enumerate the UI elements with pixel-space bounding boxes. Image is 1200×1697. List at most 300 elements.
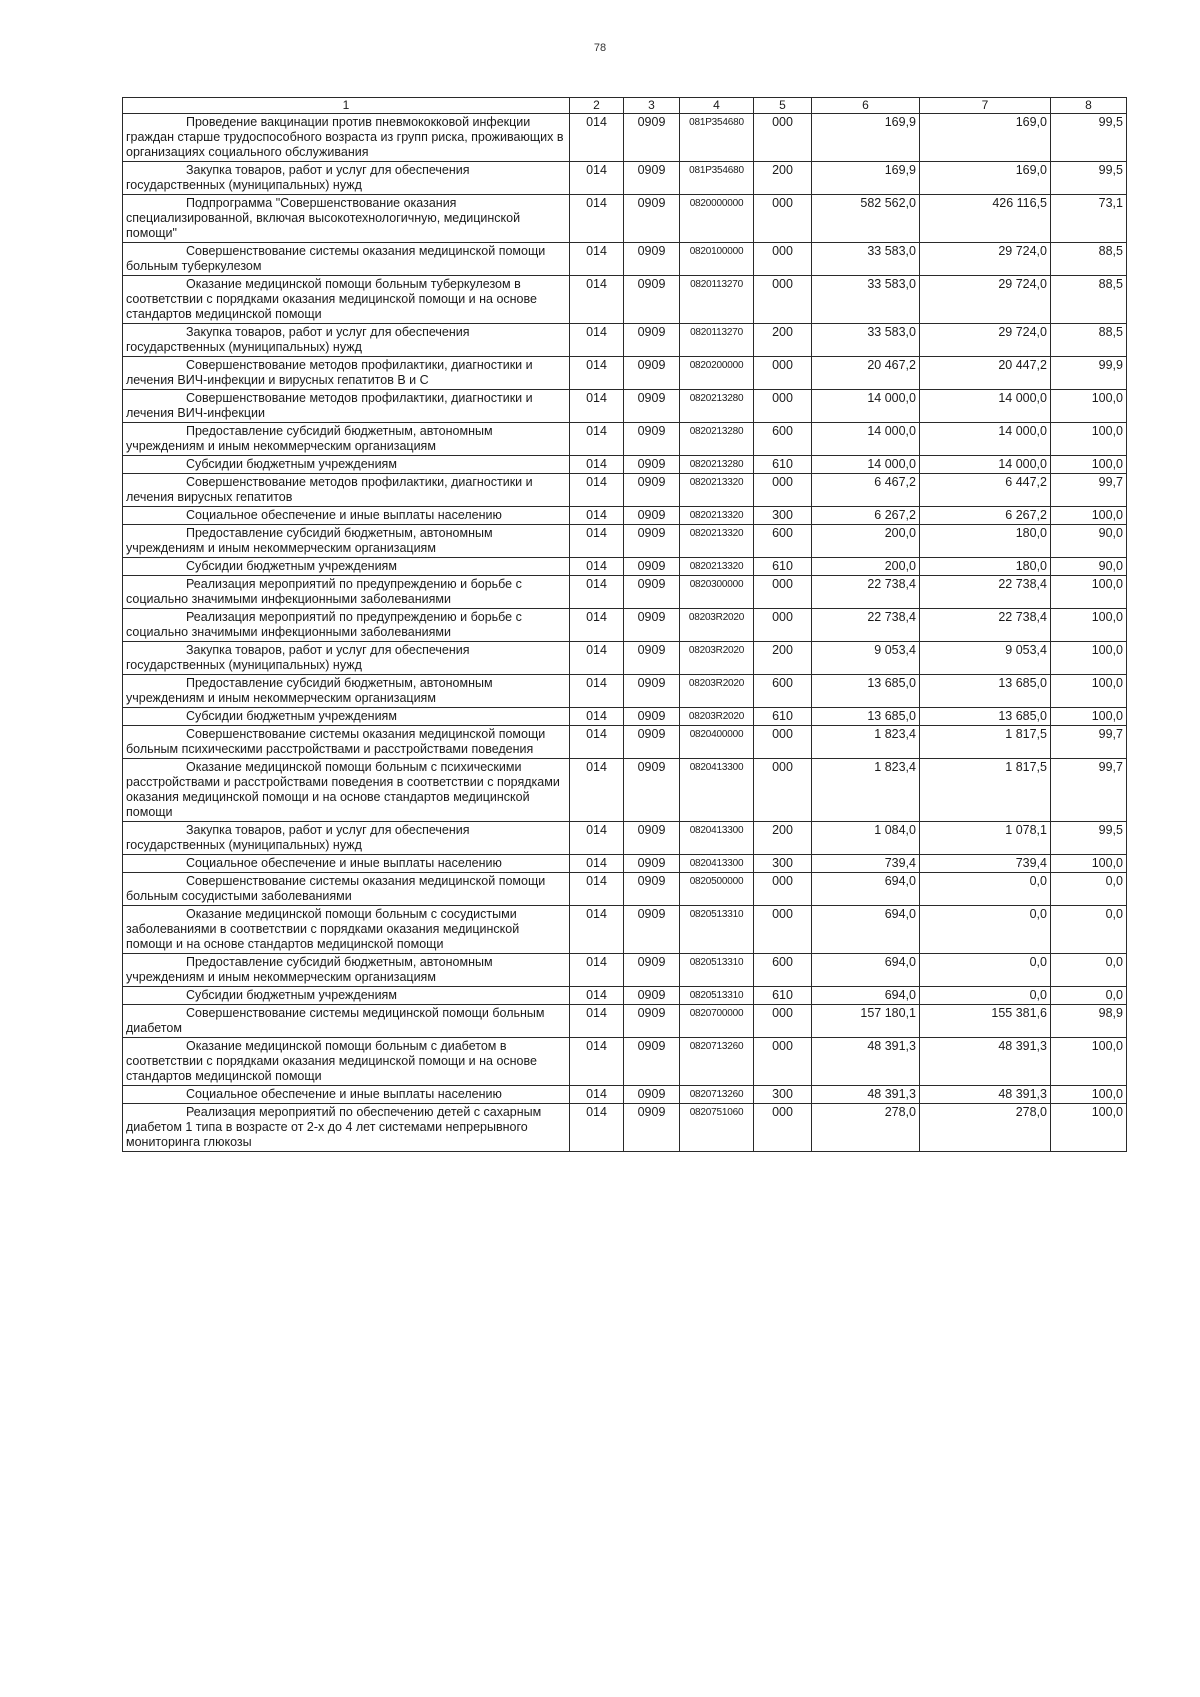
- row-label: Совершенствование методов профилактики, диагностики и лечения ВИЧ-инфекции и вирусных гепатитов В и С: [126, 358, 533, 387]
- cell-percent: 90,0: [1051, 558, 1127, 576]
- cell-plan: 694,0: [812, 873, 920, 906]
- cell-plan: 33 583,0: [812, 276, 920, 324]
- cell-name: [123, 195, 570, 243]
- cell-expense-type: 000: [754, 759, 812, 822]
- row-label: Совершенствование системы оказания медицинской помощи больным туберкулезом: [126, 244, 546, 273]
- cell-actual: 29 724,0: [920, 243, 1051, 276]
- row-label: Реализация мероприятий по обеспечению детей с сахарным диабетом 1 типа в возрасте от 2-х до 4 лет системами непрерывного мониторинга глюкозы: [126, 1105, 542, 1149]
- cell-expense-type: 000: [754, 195, 812, 243]
- cell-name: [123, 525, 570, 558]
- cell-plan: 22 738,4: [812, 609, 920, 642]
- cell-actual: 426 116,5: [920, 195, 1051, 243]
- cell-actual: 48 391,3: [920, 1038, 1051, 1086]
- cell-percent: 100,0: [1051, 855, 1127, 873]
- table-row: [123, 1005, 1127, 1038]
- cell-percent: 100,0: [1051, 390, 1127, 423]
- cell-target-code: 0820200000: [680, 357, 754, 390]
- cell-percent: 100,0: [1051, 1104, 1127, 1152]
- cell-percent: 100,0: [1051, 576, 1127, 609]
- row-label: Предоставление субсидий бюджетным, автономным учреждениям и иным некоммерческим организациям: [126, 526, 493, 555]
- cell-expense-type: 000: [754, 474, 812, 507]
- row-label: Закупка товаров, работ и услуг для обеспечения государственных (муниципальных) нужд: [126, 823, 470, 852]
- cell-expense-type: 600: [754, 954, 812, 987]
- cell-actual: 0,0: [920, 987, 1051, 1005]
- row-label: Совершенствование системы оказания медицинской помощи больным психическими расстройствами и расстройствами поведения: [126, 727, 546, 756]
- cell-percent: 0,0: [1051, 906, 1127, 954]
- cell-name: [123, 906, 570, 954]
- cell-percent: 100,0: [1051, 1038, 1127, 1086]
- cell-percent: 73,1: [1051, 195, 1127, 243]
- cell-actual: 6 447,2: [920, 474, 1051, 507]
- cell-expense-type: 200: [754, 324, 812, 357]
- cell-plan: 20 467,2: [812, 357, 920, 390]
- cell-target-code: 0820500000: [680, 873, 754, 906]
- row-label: Оказание медицинской помощи больным с сосудистыми заболеваниями в соответствии с порядками оказания медицинской помощи и на основе стандартов медицинской помощи: [126, 907, 520, 951]
- cell-percent: 88,5: [1051, 276, 1127, 324]
- cell-target-code: 0820000000: [680, 195, 754, 243]
- cell-grbs: 014: [570, 822, 624, 855]
- cell-section: 0909: [624, 642, 680, 675]
- cell-percent: 100,0: [1051, 423, 1127, 456]
- cell-grbs: 014: [570, 243, 624, 276]
- cell-name: [123, 609, 570, 642]
- cell-grbs: 014: [570, 675, 624, 708]
- cell-grbs: 014: [570, 954, 624, 987]
- cell-actual: 48 391,3: [920, 1086, 1051, 1104]
- row-label: Субсидии бюджетным учреждениям: [186, 559, 397, 573]
- cell-actual: 13 685,0: [920, 708, 1051, 726]
- cell-section: 0909: [624, 759, 680, 822]
- cell-section: 0909: [624, 906, 680, 954]
- cell-section: 0909: [624, 114, 680, 162]
- cell-plan: 1 823,4: [812, 726, 920, 759]
- cell-actual: 20 447,2: [920, 357, 1051, 390]
- cell-expense-type: 000: [754, 243, 812, 276]
- row-label: Оказание медицинской помощи больным с психическими расстройствами и расстройствами поведения в соответствии с порядками оказания медицинской помощи и на основе стандартов медицинской помощи: [126, 760, 560, 819]
- cell-plan: 14 000,0: [812, 456, 920, 474]
- table-row: [123, 507, 1127, 525]
- cell-plan: 694,0: [812, 954, 920, 987]
- cell-expense-type: 000: [754, 906, 812, 954]
- cell-grbs: 014: [570, 906, 624, 954]
- cell-target-code: 0820213280: [680, 423, 754, 456]
- cell-grbs: 014: [570, 1104, 624, 1152]
- cell-plan: 169,9: [812, 114, 920, 162]
- cell-target-code: 0820300000: [680, 576, 754, 609]
- cell-actual: 22 738,4: [920, 609, 1051, 642]
- cell-section: 0909: [624, 1005, 680, 1038]
- budget-table: [122, 97, 1127, 1152]
- table-row: [123, 162, 1127, 195]
- table-row: [123, 423, 1127, 456]
- cell-name: [123, 423, 570, 456]
- cell-name: [123, 456, 570, 474]
- row-label: Социальное обеспечение и иные выплаты населению: [186, 1087, 502, 1101]
- cell-target-code: 0820213320: [680, 525, 754, 558]
- cell-expense-type: 600: [754, 525, 812, 558]
- cell-expense-type: 000: [754, 114, 812, 162]
- header-col-6: 6: [812, 98, 920, 114]
- cell-name: [123, 708, 570, 726]
- cell-section: 0909: [624, 456, 680, 474]
- cell-name: [123, 1005, 570, 1038]
- cell-name: [123, 114, 570, 162]
- cell-expense-type: 610: [754, 987, 812, 1005]
- cell-name: [123, 474, 570, 507]
- table-row: [123, 576, 1127, 609]
- cell-grbs: 014: [570, 1038, 624, 1086]
- cell-grbs: 014: [570, 423, 624, 456]
- cell-target-code: 0820713260: [680, 1086, 754, 1104]
- cell-name: [123, 726, 570, 759]
- cell-percent: 100,0: [1051, 609, 1127, 642]
- cell-expense-type: 200: [754, 822, 812, 855]
- cell-expense-type: 600: [754, 423, 812, 456]
- table-row: [123, 708, 1127, 726]
- table-row: [123, 726, 1127, 759]
- header-col-2: 2: [570, 98, 624, 114]
- row-label: Оказание медицинской помощи больным туберкулезом в соответствии с порядками оказания медицинской помощи и на основе стандартов медицинской помощи: [126, 277, 537, 321]
- row-label: Реализация мероприятий по предупреждению и борьбе с социально значимыми инфекционными заболеваниями: [126, 610, 522, 639]
- table-row: [123, 1104, 1127, 1152]
- cell-target-code: 08203R2020: [680, 708, 754, 726]
- header-col-3: 3: [624, 98, 680, 114]
- cell-expense-type: 000: [754, 1104, 812, 1152]
- row-label: Социальное обеспечение и иные выплаты населению: [186, 508, 502, 522]
- cell-actual: 9 053,4: [920, 642, 1051, 675]
- table-row: [123, 525, 1127, 558]
- table-row: [123, 474, 1127, 507]
- cell-name: [123, 357, 570, 390]
- page-number: 78: [593, 42, 607, 54]
- table-row: [123, 114, 1127, 162]
- cell-grbs: 014: [570, 276, 624, 324]
- cell-section: 0909: [624, 507, 680, 525]
- cell-grbs: 014: [570, 873, 624, 906]
- cell-plan: 694,0: [812, 906, 920, 954]
- cell-name: [123, 822, 570, 855]
- cell-name: [123, 576, 570, 609]
- cell-plan: 14 000,0: [812, 390, 920, 423]
- cell-actual: 180,0: [920, 525, 1051, 558]
- row-label: Совершенствование системы медицинской помощи больным диабетом: [126, 1006, 545, 1035]
- cell-plan: 22 738,4: [812, 576, 920, 609]
- cell-plan: 48 391,3: [812, 1038, 920, 1086]
- header-col-4: 4: [680, 98, 754, 114]
- cell-expense-type: 300: [754, 855, 812, 873]
- cell-plan: 13 685,0: [812, 708, 920, 726]
- cell-expense-type: 200: [754, 162, 812, 195]
- cell-grbs: 014: [570, 642, 624, 675]
- cell-section: 0909: [624, 1038, 680, 1086]
- row-label: Субсидии бюджетным учреждениям: [186, 709, 397, 723]
- row-label: Совершенствование методов профилактики, диагностики и лечения вирусных гепатитов: [126, 475, 533, 504]
- cell-actual: 155 381,6: [920, 1005, 1051, 1038]
- cell-percent: 99,7: [1051, 726, 1127, 759]
- cell-plan: 6 267,2: [812, 507, 920, 525]
- cell-target-code: 0820513310: [680, 987, 754, 1005]
- cell-expense-type: 000: [754, 1005, 812, 1038]
- cell-target-code: 0820213320: [680, 558, 754, 576]
- cell-name: [123, 642, 570, 675]
- cell-actual: 14 000,0: [920, 456, 1051, 474]
- cell-target-code: 0820400000: [680, 726, 754, 759]
- cell-plan: 169,9: [812, 162, 920, 195]
- cell-grbs: 014: [570, 576, 624, 609]
- cell-expense-type: 200: [754, 642, 812, 675]
- row-label: Проведение вакцинации против пневмококковой инфекции граждан старше трудоспособного возраста из групп риска, проживающих в организациях социального обслуживания: [126, 115, 564, 159]
- row-label: Закупка товаров, работ и услуг для обеспечения государственных (муниципальных) нужд: [126, 643, 470, 672]
- cell-name: [123, 243, 570, 276]
- cell-name: [123, 390, 570, 423]
- cell-grbs: 014: [570, 609, 624, 642]
- cell-percent: 100,0: [1051, 456, 1127, 474]
- cell-expense-type: 600: [754, 675, 812, 708]
- row-label: Закупка товаров, работ и услуг для обеспечения государственных (муниципальных) нужд: [126, 325, 470, 354]
- cell-expense-type: 300: [754, 507, 812, 525]
- cell-section: 0909: [624, 855, 680, 873]
- cell-section: 0909: [624, 357, 680, 390]
- cell-section: 0909: [624, 423, 680, 456]
- cell-plan: 1 823,4: [812, 759, 920, 822]
- cell-plan: 200,0: [812, 525, 920, 558]
- table-row: [123, 873, 1127, 906]
- table-row: [123, 324, 1127, 357]
- cell-grbs: 014: [570, 162, 624, 195]
- cell-target-code: 0820700000: [680, 1005, 754, 1038]
- cell-section: 0909: [624, 987, 680, 1005]
- cell-plan: 694,0: [812, 987, 920, 1005]
- table-row: [123, 759, 1127, 822]
- cell-expense-type: 000: [754, 726, 812, 759]
- table-row: [123, 1086, 1127, 1104]
- table-row: [123, 558, 1127, 576]
- cell-percent: 0,0: [1051, 954, 1127, 987]
- cell-section: 0909: [624, 708, 680, 726]
- cell-name: [123, 1038, 570, 1086]
- cell-section: 0909: [624, 525, 680, 558]
- cell-target-code: 0820113270: [680, 324, 754, 357]
- cell-expense-type: 000: [754, 357, 812, 390]
- cell-grbs: 014: [570, 759, 624, 822]
- cell-grbs: 014: [570, 507, 624, 525]
- cell-section: 0909: [624, 609, 680, 642]
- cell-percent: 100,0: [1051, 642, 1127, 675]
- table-row: [123, 675, 1127, 708]
- cell-plan: 1 084,0: [812, 822, 920, 855]
- cell-section: 0909: [624, 1086, 680, 1104]
- cell-percent: 99,5: [1051, 822, 1127, 855]
- cell-percent: 99,7: [1051, 759, 1127, 822]
- header-col-7: 7: [920, 98, 1051, 114]
- cell-target-code: 0820100000: [680, 243, 754, 276]
- row-label: Субсидии бюджетным учреждениям: [186, 457, 397, 471]
- cell-expense-type: 000: [754, 1038, 812, 1086]
- cell-plan: 9 053,4: [812, 642, 920, 675]
- cell-actual: 1 078,1: [920, 822, 1051, 855]
- cell-actual: 169,0: [920, 162, 1051, 195]
- cell-target-code: 08203R2020: [680, 675, 754, 708]
- cell-expense-type: 000: [754, 576, 812, 609]
- cell-plan: 33 583,0: [812, 243, 920, 276]
- cell-section: 0909: [624, 243, 680, 276]
- row-label: Социальное обеспечение и иные выплаты населению: [186, 856, 502, 870]
- cell-name: [123, 1104, 570, 1152]
- table-row: [123, 357, 1127, 390]
- table-row: [123, 1038, 1127, 1086]
- cell-grbs: 014: [570, 195, 624, 243]
- header-col-5: 5: [754, 98, 812, 114]
- cell-name: [123, 558, 570, 576]
- cell-actual: 278,0: [920, 1104, 1051, 1152]
- row-label: Предоставление субсидий бюджетным, автономным учреждениям и иным некоммерческим организациям: [126, 424, 493, 453]
- cell-section: 0909: [624, 390, 680, 423]
- cell-grbs: 014: [570, 474, 624, 507]
- cell-target-code: 0820413300: [680, 822, 754, 855]
- cell-target-code: 08203R2020: [680, 609, 754, 642]
- cell-actual: 1 817,5: [920, 726, 1051, 759]
- cell-grbs: 014: [570, 1086, 624, 1104]
- cell-name: [123, 162, 570, 195]
- cell-percent: 88,5: [1051, 324, 1127, 357]
- cell-actual: 22 738,4: [920, 576, 1051, 609]
- cell-grbs: 014: [570, 114, 624, 162]
- row-label: Субсидии бюджетным учреждениям: [186, 988, 397, 1002]
- cell-target-code: 081Р354680: [680, 114, 754, 162]
- cell-target-code: 0820413300: [680, 759, 754, 822]
- cell-expense-type: 000: [754, 390, 812, 423]
- cell-expense-type: 000: [754, 873, 812, 906]
- row-label: Закупка товаров, работ и услуг для обеспечения государственных (муниципальных) нужд: [126, 163, 470, 192]
- cell-expense-type: 610: [754, 558, 812, 576]
- cell-percent: 99,7: [1051, 474, 1127, 507]
- cell-expense-type: 000: [754, 276, 812, 324]
- cell-name: [123, 675, 570, 708]
- cell-actual: 29 724,0: [920, 276, 1051, 324]
- cell-target-code: 0820113270: [680, 276, 754, 324]
- cell-percent: 98,9: [1051, 1005, 1127, 1038]
- cell-section: 0909: [624, 162, 680, 195]
- cell-name: [123, 1086, 570, 1104]
- cell-plan: 14 000,0: [812, 423, 920, 456]
- cell-name: [123, 759, 570, 822]
- cell-section: 0909: [624, 1104, 680, 1152]
- table-row: [123, 987, 1127, 1005]
- row-label: Совершенствование системы оказания медицинской помощи больным сосудистыми заболеваниями: [126, 874, 546, 903]
- cell-percent: 99,5: [1051, 162, 1127, 195]
- cell-plan: 13 685,0: [812, 675, 920, 708]
- cell-target-code: 0820213280: [680, 390, 754, 423]
- cell-actual: 14 000,0: [920, 390, 1051, 423]
- table-row: [123, 243, 1127, 276]
- cell-actual: 0,0: [920, 954, 1051, 987]
- cell-target-code: 0820751060: [680, 1104, 754, 1152]
- table-row: [123, 906, 1127, 954]
- cell-plan: 582 562,0: [812, 195, 920, 243]
- cell-target-code: 0820513310: [680, 906, 754, 954]
- cell-expense-type: 610: [754, 708, 812, 726]
- cell-grbs: 014: [570, 390, 624, 423]
- cell-grbs: 014: [570, 324, 624, 357]
- cell-target-code: 0820213320: [680, 507, 754, 525]
- cell-percent: 88,5: [1051, 243, 1127, 276]
- cell-target-code: 08203R2020: [680, 642, 754, 675]
- cell-grbs: 014: [570, 357, 624, 390]
- cell-actual: 739,4: [920, 855, 1051, 873]
- cell-plan: 6 467,2: [812, 474, 920, 507]
- cell-name: [123, 324, 570, 357]
- cell-grbs: 014: [570, 456, 624, 474]
- cell-plan: 278,0: [812, 1104, 920, 1152]
- row-label: Реализация мероприятий по предупреждению и борьбе с социально значимыми инфекционными заболеваниями: [126, 577, 522, 606]
- table-row: [123, 642, 1127, 675]
- cell-section: 0909: [624, 558, 680, 576]
- cell-name: [123, 987, 570, 1005]
- table-row: [123, 456, 1127, 474]
- cell-section: 0909: [624, 276, 680, 324]
- cell-percent: 99,5: [1051, 114, 1127, 162]
- cell-percent: 100,0: [1051, 1086, 1127, 1104]
- cell-grbs: 014: [570, 987, 624, 1005]
- cell-name: [123, 873, 570, 906]
- table-row: [123, 276, 1127, 324]
- cell-percent: 100,0: [1051, 507, 1127, 525]
- table-row: [123, 195, 1127, 243]
- row-label: Предоставление субсидий бюджетным, автономным учреждениям и иным некоммерческим организациям: [126, 676, 493, 705]
- cell-section: 0909: [624, 576, 680, 609]
- table-row: [123, 390, 1127, 423]
- cell-plan: 739,4: [812, 855, 920, 873]
- cell-plan: 200,0: [812, 558, 920, 576]
- cell-actual: 13 685,0: [920, 675, 1051, 708]
- cell-section: 0909: [624, 195, 680, 243]
- cell-actual: 14 000,0: [920, 423, 1051, 456]
- cell-expense-type: 000: [754, 609, 812, 642]
- cell-expense-type: 300: [754, 1086, 812, 1104]
- cell-percent: 90,0: [1051, 525, 1127, 558]
- cell-section: 0909: [624, 474, 680, 507]
- row-label: Подпрограмма "Совершенствование оказания специализированной, включая высокотехнологичную, медицинской помощи": [126, 196, 521, 240]
- cell-plan: 157 180,1: [812, 1005, 920, 1038]
- cell-grbs: 014: [570, 525, 624, 558]
- cell-actual: 0,0: [920, 873, 1051, 906]
- cell-section: 0909: [624, 726, 680, 759]
- cell-section: 0909: [624, 954, 680, 987]
- cell-actual: 180,0: [920, 558, 1051, 576]
- cell-actual: 6 267,2: [920, 507, 1051, 525]
- header-col-1: 1: [123, 98, 570, 114]
- cell-actual: 1 817,5: [920, 759, 1051, 822]
- cell-target-code: 0820213320: [680, 474, 754, 507]
- cell-section: 0909: [624, 873, 680, 906]
- table-row: [123, 954, 1127, 987]
- cell-section: 0909: [624, 324, 680, 357]
- table-row: [123, 822, 1127, 855]
- header-col-8: 8: [1051, 98, 1127, 114]
- cell-grbs: 014: [570, 1005, 624, 1038]
- cell-grbs: 014: [570, 558, 624, 576]
- cell-grbs: 014: [570, 726, 624, 759]
- cell-grbs: 014: [570, 708, 624, 726]
- cell-percent: 100,0: [1051, 675, 1127, 708]
- cell-target-code: 0820513310: [680, 954, 754, 987]
- table-row: [123, 609, 1127, 642]
- cell-target-code: 0820713260: [680, 1038, 754, 1086]
- cell-actual: 169,0: [920, 114, 1051, 162]
- cell-target-code: 081Р354680: [680, 162, 754, 195]
- cell-plan: 48 391,3: [812, 1086, 920, 1104]
- cell-section: 0909: [624, 822, 680, 855]
